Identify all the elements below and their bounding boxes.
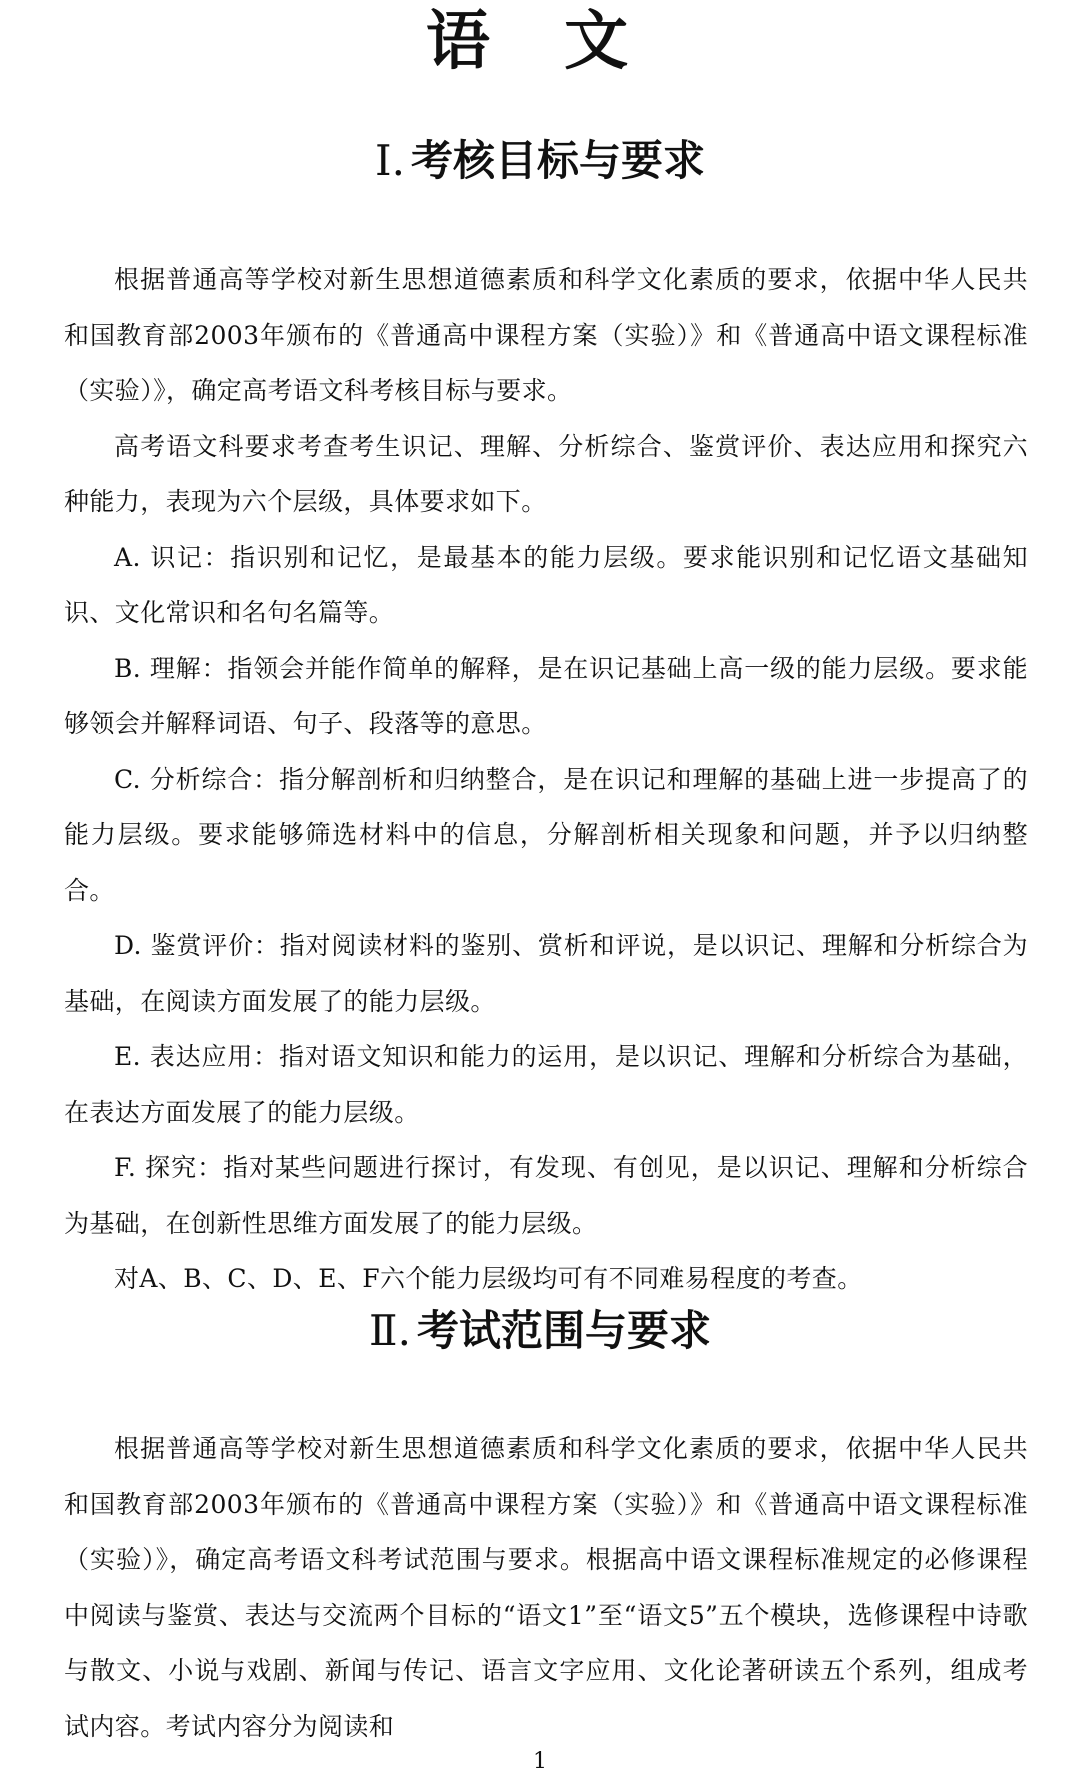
paragraph-exam-scope: 根据普通高等学校对新生思想道德素质和科学文化素质的要求，依据中华人民共和国教育部2003年颁布的《普通高中课程方案（实验）》和《普通高中语文课程标准（实验）》，确定高考语文科考试范围与要求。根据高中语文课程标准规定的必修课程中阅读与鉴赏、表达与交流两个目标的“语文1”至“语文5”五个模块，选修课程中诗歌与散文、小说与戏剧、新闻与传记、语言文字应用、文化论著研读五个系列，组成考试内容。考试内容分为阅读和 [64,1434,1028,1741]
section-heading-text: 考核目标与要求 [410,136,705,185]
paragraph-intro: 根据普通高等学校对新生思想道德素质和科学文化素质的要求，依据中华人民共和国教育部2003年颁布的《普通高中课程方案（实验）》和《普通高中语文课程标准（实验）》，确定高考语文科考核目标与要求。 [64,265,1028,405]
section-heading-text: 考试范围与要求 [416,1306,711,1355]
section-body-assessment-goals [64,252,1028,1307]
paragraph-level-f: F. 探究：指对某些问题进行探讨，有发现、有创见，是以识记、理解和分析综合为基础，在创新性思维方面发展了的能力层级。 [64,1153,1028,1238]
paragraph-level-e: E. 表达应用：指对语文知识和能力的运用，是以识记、理解和分析综合为基础，在表达方面发展了的能力层级。 [64,1042,1028,1127]
paragraph-level-d: D. 鉴赏评价：指对阅读材料的鉴别、赏析和评说，是以识记、理解和分析综合为基础，在阅读方面发展了的能力层级。 [64,931,1028,1016]
document-title: 语 文 [425,4,655,79]
page-number: 1 [533,1749,547,1774]
paragraph-abilities: 高考语文科要求考查考生识记、理解、分析综合、鉴赏评价、表达应用和探究六种能力，表现为六个层级，具体要求如下。 [64,431,1028,516]
section-heading-exam-scope [0,1303,1080,1359]
paragraph-level-a: A. 识记：指识别和记忆，是最基本的能力层级。要求能识别和记忆语文基础知识、文化常识和名句名篇等。 [64,542,1028,627]
section-numeral: Ⅱ. [369,1306,411,1355]
section-body-exam-scope [64,1421,1028,1754]
section-numeral: Ⅰ. [375,136,405,185]
section-heading-assessment-goals [0,133,1080,189]
paragraph-levels-summary: 对A、B、C、D、E、F六个能力层级均可有不同难易程度的考查。 [114,1264,863,1293]
paragraph-level-b: B. 理解：指领会并能作简单的解释，是在识记基础上高一级的能力层级。要求能够领会并解释词语、句子、段落等的意思。 [64,653,1028,738]
paragraph-level-c: C. 分析综合：指分解剖析和归纳整合，是在识记和理解的基础上进一步提高了的能力层级。要求能够筛选材料中的信息，分解剖析相关现象和问题，并予以归纳整合。 [64,764,1028,905]
